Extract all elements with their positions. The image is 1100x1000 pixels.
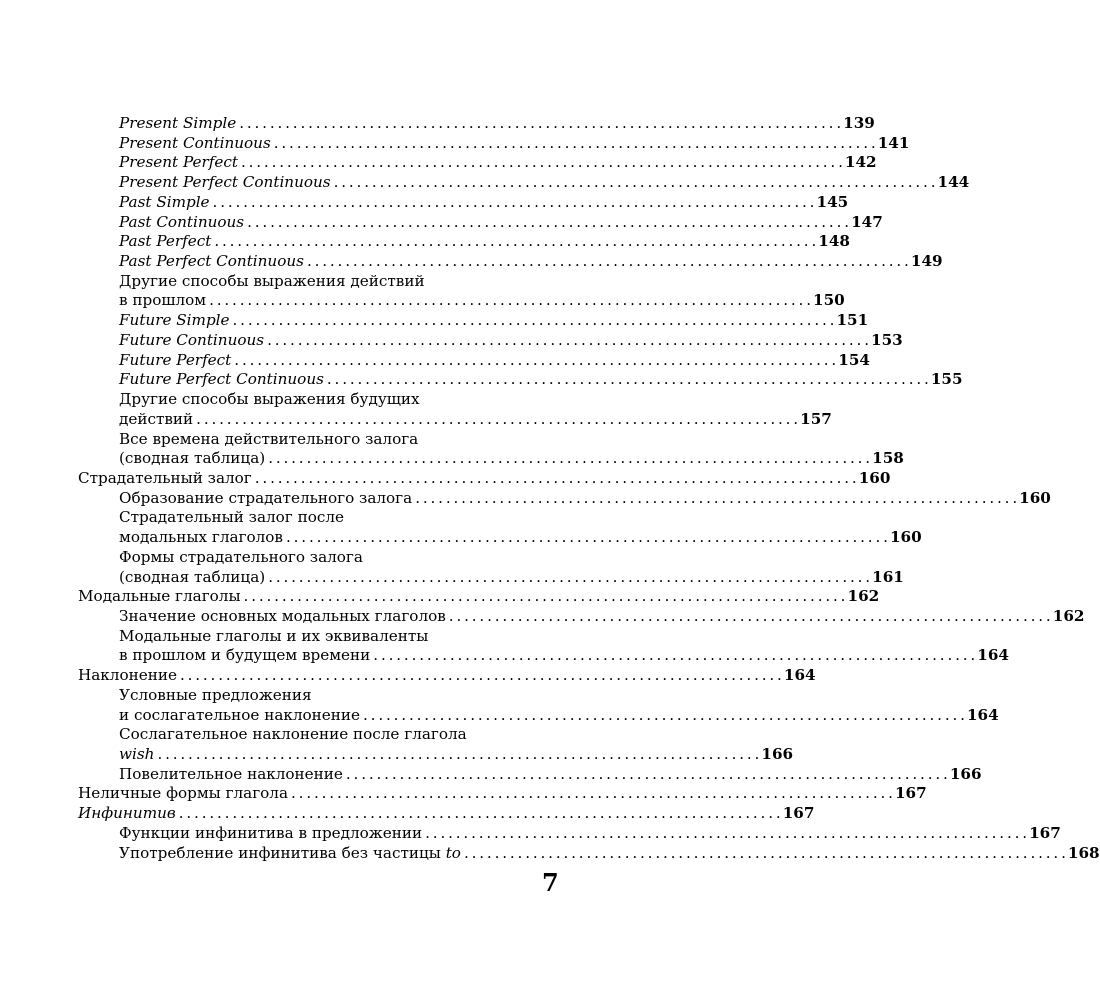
dot-leader [241, 153, 842, 173]
toc-entry-line [78, 843, 1100, 864]
toc-entry-line [78, 488, 1051, 509]
dot-leader [334, 173, 935, 193]
toc-entry [78, 390, 832, 429]
toc-entry-title: Past Simple [119, 192, 210, 211]
dot-leader [214, 232, 815, 252]
toc-entry-page: 167 [1029, 823, 1061, 842]
toc-entry-title: и сослагательное наклонение [119, 705, 361, 724]
toc-entry-page: 164 [966, 705, 999, 724]
toc-entry-title: Наклонение [78, 666, 177, 685]
toc-entry-page: 164 [977, 646, 1009, 665]
toc-entry-title: Инфинитив [78, 804, 176, 823]
dot-leader [255, 469, 856, 489]
toc-entry-title: модальных глаголов [119, 528, 283, 547]
toc-entry-page: 151 [836, 311, 869, 330]
dot-leader [213, 193, 814, 213]
page-number: 7 [542, 868, 559, 897]
toc-entry-page: 157 [800, 409, 832, 428]
toc-entry-line [78, 192, 849, 213]
toc-entry-line [78, 587, 880, 607]
toc-entry-title-first-line: Модальные глаголы и их эквиваленты [119, 626, 429, 645]
toc-entry [78, 252, 943, 272]
toc-entry-page: 167 [782, 804, 815, 823]
toc-entry-title: Страдательный залог [78, 468, 252, 487]
toc-entry-page: 148 [818, 232, 850, 251]
toc-entry-page: 154 [838, 350, 870, 369]
toc-entry [78, 468, 891, 489]
dot-leader [196, 410, 797, 430]
toc-entry [78, 114, 875, 134]
toc-entry-line [78, 370, 963, 390]
toc-entry-page: 161 [872, 567, 904, 586]
toc-entry [78, 764, 982, 785]
toc-entry-line [78, 468, 891, 489]
toc-entry-line [78, 133, 910, 154]
dot-leader [415, 489, 1016, 509]
dot-leader [247, 213, 848, 233]
toc-entry [78, 488, 1051, 509]
toc-entry-title: Future Continuous [119, 330, 265, 349]
toc-entry-line [78, 804, 815, 824]
dot-leader [157, 745, 758, 765]
toc-entry-line [78, 291, 845, 311]
toc-entry [78, 508, 922, 547]
toc-entry [78, 271, 845, 311]
toc-entry-line [78, 232, 850, 252]
toc-entry-page: 139 [843, 114, 875, 132]
dot-leader [363, 706, 964, 726]
toc-entry-line [78, 764, 982, 785]
toc-entry [78, 192, 849, 213]
toc-entry-title: Past Perfect Continuous [119, 252, 304, 271]
toc-entry-line [78, 409, 832, 430]
toc-entry [78, 311, 869, 331]
dot-leader [234, 351, 835, 371]
toc-entry-page: 141 [877, 133, 910, 152]
toc-entry-line [78, 745, 794, 765]
toc-entry-title: действий [119, 409, 194, 428]
toc-entry [78, 547, 904, 587]
toc-entry-page: 168 [1067, 843, 1100, 862]
dot-leader [373, 646, 974, 666]
toc-entry-line [78, 212, 883, 233]
toc-entry-line [78, 666, 816, 686]
toc-entry-title: (сводная таблица) [119, 567, 266, 586]
toc-entry-page: 158 [872, 449, 904, 468]
toc-entry-line [78, 173, 970, 193]
toc-entry-page: 142 [844, 153, 877, 172]
toc-entry-title: (сводная таблица) [119, 449, 266, 468]
toc-entry [78, 330, 903, 351]
toc-entry-title-first-line: Другие способы выражения будущих [119, 390, 420, 409]
toc-entry-line [78, 567, 904, 588]
dot-leader [425, 824, 1026, 844]
toc-entry [78, 784, 927, 804]
toc-entry-title-first-line: Условные предложения [119, 685, 312, 704]
toc-entry-page: 150 [813, 291, 845, 310]
toc-entry-page: 166 [761, 745, 794, 763]
toc-entry-title: в прошлом и будущем времени [119, 646, 371, 665]
toc-entry-line [78, 705, 999, 726]
toc-entry-title-first-line: Сослагательное наклонение после глагола [119, 725, 467, 744]
toc-entry-title-first-line: Формы страдательного залога [119, 547, 363, 566]
toc-entry [78, 823, 1061, 844]
toc-entry-page: 144 [937, 173, 970, 192]
toc-entry-page: 155 [930, 370, 963, 389]
toc-entry-page: 167 [894, 784, 927, 803]
toc-entry-title: Значение основных модальных глаголов [119, 606, 446, 625]
toc-entry-title: wish [119, 745, 155, 763]
dot-leader [274, 134, 875, 154]
toc-entry-title: Употребление инфинитива без частицы to [119, 843, 461, 862]
toc-entry-line [78, 646, 1009, 666]
toc-entry [78, 666, 816, 686]
toc-entry [78, 606, 1085, 627]
toc-entry-title: Future Perfect Continuous [119, 370, 324, 389]
toc-entry-page: 160 [858, 468, 891, 487]
toc-entry [78, 212, 883, 233]
toc-entry-title: Модальные глаголы [78, 587, 241, 606]
toc-entry [78, 173, 970, 193]
toc-entry [78, 153, 877, 173]
toc-entry-line [78, 114, 875, 134]
toc-entry-page: 162 [847, 587, 880, 606]
toc-entry [78, 626, 1009, 666]
dot-leader [449, 607, 1050, 627]
dot-leader [209, 291, 810, 311]
toc-entry-title: в прошлом [119, 291, 207, 310]
toc-entry-line [78, 823, 1061, 844]
toc-entry-title: Future Perfect [119, 350, 232, 369]
toc-entry-title: Образование страдательного залога [119, 488, 413, 507]
dot-leader [286, 528, 887, 548]
toc-entry-page: 160 [1019, 488, 1051, 507]
toc-entry-title: Present Simple [119, 114, 237, 132]
toc-entry-line [78, 528, 922, 548]
toc-entry [78, 843, 1100, 864]
dot-leader [233, 311, 834, 331]
toc-entry-title: Present Continuous [119, 133, 271, 152]
toc-entry-page: 162 [1052, 606, 1085, 625]
toc-entry-page: 147 [851, 212, 883, 231]
toc-entry [78, 350, 870, 371]
toc-entry-line [78, 330, 903, 351]
toc-entry-line [78, 252, 943, 272]
dot-leader [327, 370, 928, 390]
toc-entry [78, 429, 904, 469]
toc-entry-title-first-line: Страдательный залог после [119, 508, 344, 527]
toc-entry-title: Present Perfect [119, 153, 238, 172]
toc-entry-page: 149 [910, 252, 943, 271]
toc-entry-page: 160 [889, 528, 922, 547]
toc-entry-line [78, 606, 1085, 627]
toc-entry-line [78, 449, 904, 469]
dot-leader [239, 114, 840, 134]
toc-entry-title: Past Perfect [119, 232, 212, 251]
toc-entry-line [78, 153, 877, 173]
dot-leader [346, 765, 947, 785]
toc-entry-title: Повелительное наклонение [119, 764, 343, 783]
dot-leader [244, 587, 845, 607]
toc-entry [78, 685, 999, 725]
toc-entry [78, 232, 850, 252]
toc-entry [78, 133, 910, 154]
toc-entry-title: Present Perfect Continuous [119, 173, 331, 192]
toc-entry [78, 587, 880, 607]
table-of-contents [78, 114, 1100, 863]
toc-entry-title: Past Continuous [119, 212, 245, 231]
toc-entry-page: 145 [816, 192, 849, 211]
toc-entry [78, 804, 815, 824]
dot-leader [179, 804, 780, 824]
toc-entry-title-first-line: Другие способы выражения действий [119, 271, 425, 290]
toc-entry [78, 370, 963, 390]
dot-leader [268, 449, 869, 469]
dot-leader [291, 784, 892, 804]
dot-leader [464, 844, 1065, 864]
toc-entry-page: 153 [871, 330, 903, 349]
toc-entry-line [78, 784, 927, 804]
toc-entry-line [78, 350, 870, 371]
toc-entry-line [78, 311, 869, 331]
toc-entry-page: 166 [949, 764, 982, 783]
toc-entry-title: Future Simple [119, 311, 230, 330]
dot-leader [307, 252, 908, 272]
toc-entry [78, 725, 794, 764]
toc-entry-title-first-line: Все времена действительного залога [119, 429, 419, 448]
dot-leader [180, 666, 781, 686]
dot-leader [267, 331, 868, 351]
toc-entry-title: Функции инфинитива в предложении [119, 823, 423, 842]
dot-leader [268, 568, 869, 588]
toc-entry-page: 164 [783, 666, 816, 685]
toc-entry-title: Неличные формы глагола [78, 784, 289, 803]
